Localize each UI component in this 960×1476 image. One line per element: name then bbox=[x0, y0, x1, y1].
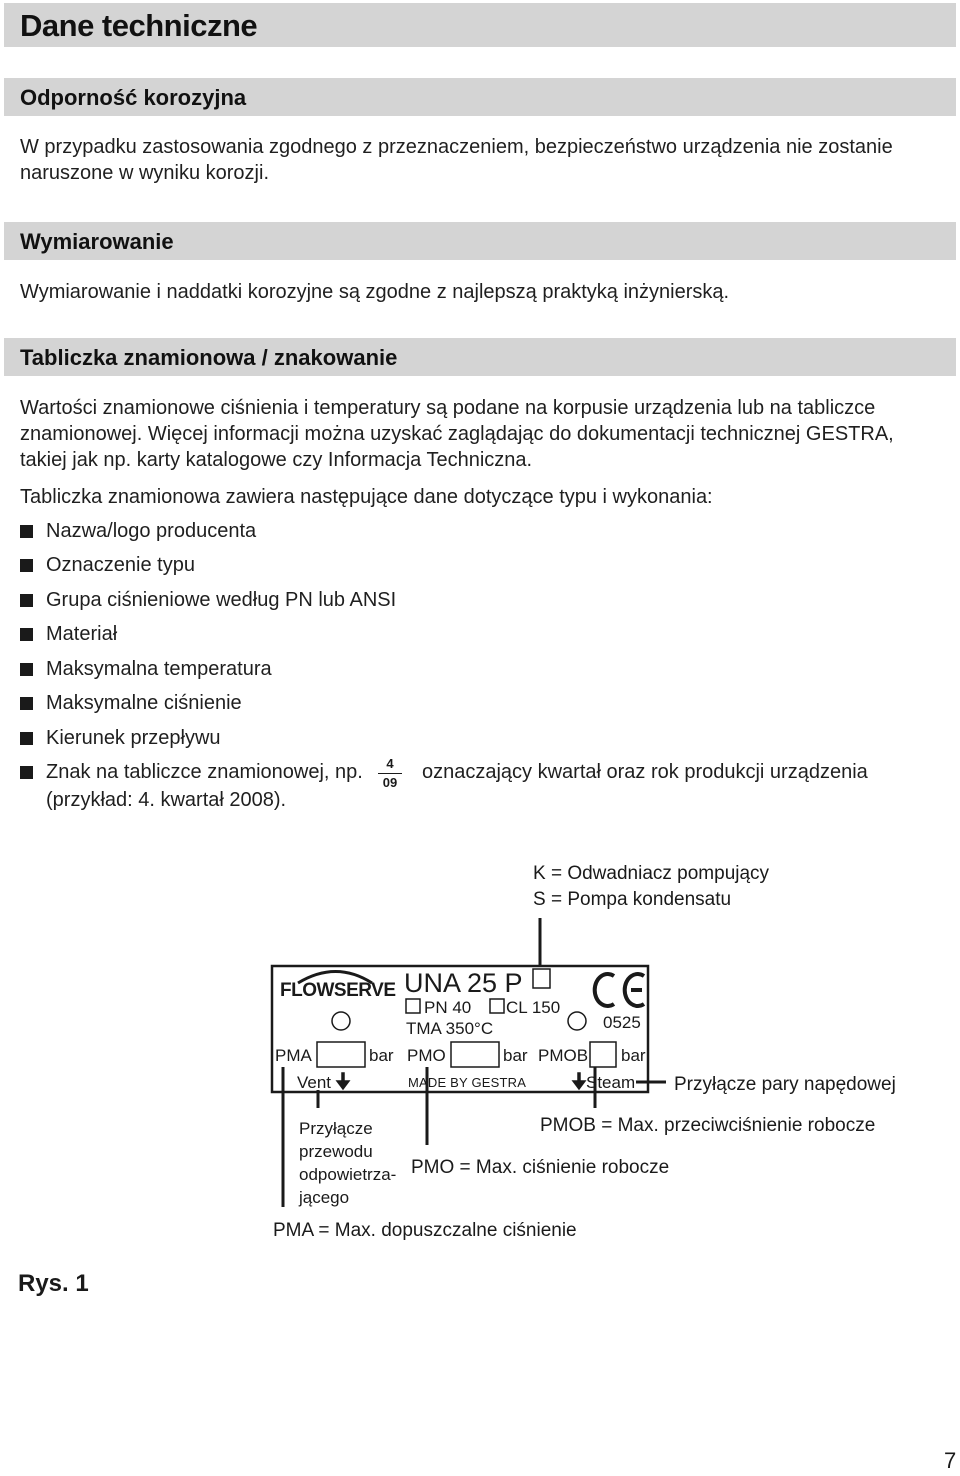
flowserve-logo bbox=[280, 972, 396, 1002]
arrow-down-icon bbox=[573, 1073, 585, 1089]
pmo-box bbox=[451, 1042, 499, 1067]
pma-box bbox=[317, 1042, 365, 1067]
section-heading: Wymiarowanie bbox=[20, 229, 174, 254]
pmob-label: PMOB bbox=[538, 1046, 589, 1065]
made-by-label: MADE BY GESTRA bbox=[408, 1075, 527, 1090]
pmo-unit: bar bbox=[503, 1046, 528, 1065]
label-pmob: PMOB = Max. przeciwciśnienie robocze bbox=[540, 1115, 876, 1136]
brand-name: FLOWSERVE bbox=[280, 980, 396, 1001]
pn-label: PN 40 bbox=[424, 998, 472, 1017]
type-checkbox bbox=[533, 969, 550, 988]
label-steam-connection: Przyłącze pary napędowej bbox=[674, 1074, 896, 1095]
label-vent-2: przewodu bbox=[299, 1142, 373, 1161]
label-vent-3: odpowietrza- bbox=[299, 1165, 397, 1184]
page-title: Dane techniczne bbox=[20, 8, 258, 43]
section-heading: Odporność korozyjna bbox=[20, 85, 247, 110]
label-pma: PMA = Max. dopuszczalne ciśnienie bbox=[273, 1220, 577, 1241]
page-number: 7 bbox=[944, 1448, 957, 1473]
vent-label: Vent bbox=[297, 1073, 332, 1092]
tma-label: TMA 350°C bbox=[406, 1019, 494, 1038]
cl-label: CL 150 bbox=[506, 998, 561, 1017]
ce-mark bbox=[595, 974, 644, 1006]
section-heading: Tabliczka znamionowa / znakowanie bbox=[20, 345, 398, 370]
pmo-label: PMO bbox=[407, 1046, 446, 1065]
pmob-box bbox=[590, 1042, 616, 1067]
pmob-unit: bar bbox=[621, 1046, 646, 1065]
mounting-hole-icon bbox=[568, 1012, 586, 1030]
production-date-note: oznaczający kwartał oraz rok produkcji urządzenia bbox=[422, 761, 868, 783]
steam-label: Steam bbox=[586, 1073, 636, 1092]
cl-checkbox bbox=[490, 999, 504, 1013]
nameplate-intro: Tabliczka znamionowa zawiera następujące dane dotyczące typu i wykonania: bbox=[20, 486, 713, 508]
text-line: Wymiarowanie i naddatki korozyjne są zgodne z najlepszą praktyką inżynierską. bbox=[20, 281, 730, 303]
mounting-hole-icon bbox=[332, 1012, 350, 1030]
model-label: UNA 25 P bbox=[404, 968, 523, 998]
arrow-down-icon bbox=[337, 1073, 349, 1089]
label-pmo: PMO = Max. ciśnienie robocze bbox=[411, 1157, 670, 1178]
pma-label: PMA bbox=[275, 1046, 312, 1065]
text-line: naruszone w wyniku korozji. bbox=[20, 162, 269, 184]
text-line: Wartości znamionowe ciśnienia i temperatury są podane na korpusie urządzenia lub na tabliczce bbox=[20, 397, 876, 419]
figure-caption: Rys. 1 bbox=[18, 1270, 89, 1297]
text-line: takiej jak np. karty katalogowe czy Informacja Techniczna. bbox=[20, 449, 533, 471]
label-vent-4: jącego bbox=[299, 1188, 350, 1207]
text-line: znamionowej. Więcej informacji można uzyskać zaglądając do dokumentacji technicznej GESTRA, bbox=[20, 423, 894, 445]
pma-unit: bar bbox=[369, 1046, 394, 1065]
label-vent-1: Przyłącze bbox=[299, 1119, 373, 1138]
type-note-k: K = Odwadniacz pompujący bbox=[533, 863, 770, 884]
pn-checkbox bbox=[406, 999, 420, 1013]
production-date-mark: 4 09 bbox=[378, 756, 402, 790]
type-note-s: S = Pompa kondensatu bbox=[533, 889, 732, 910]
text-line: W przypadku zastosowania zgodnego z przeznaczeniem, bezpieczeństwo urządzenia nie zostanie bbox=[20, 136, 893, 158]
notified-body-number: 0525 bbox=[603, 1013, 641, 1032]
